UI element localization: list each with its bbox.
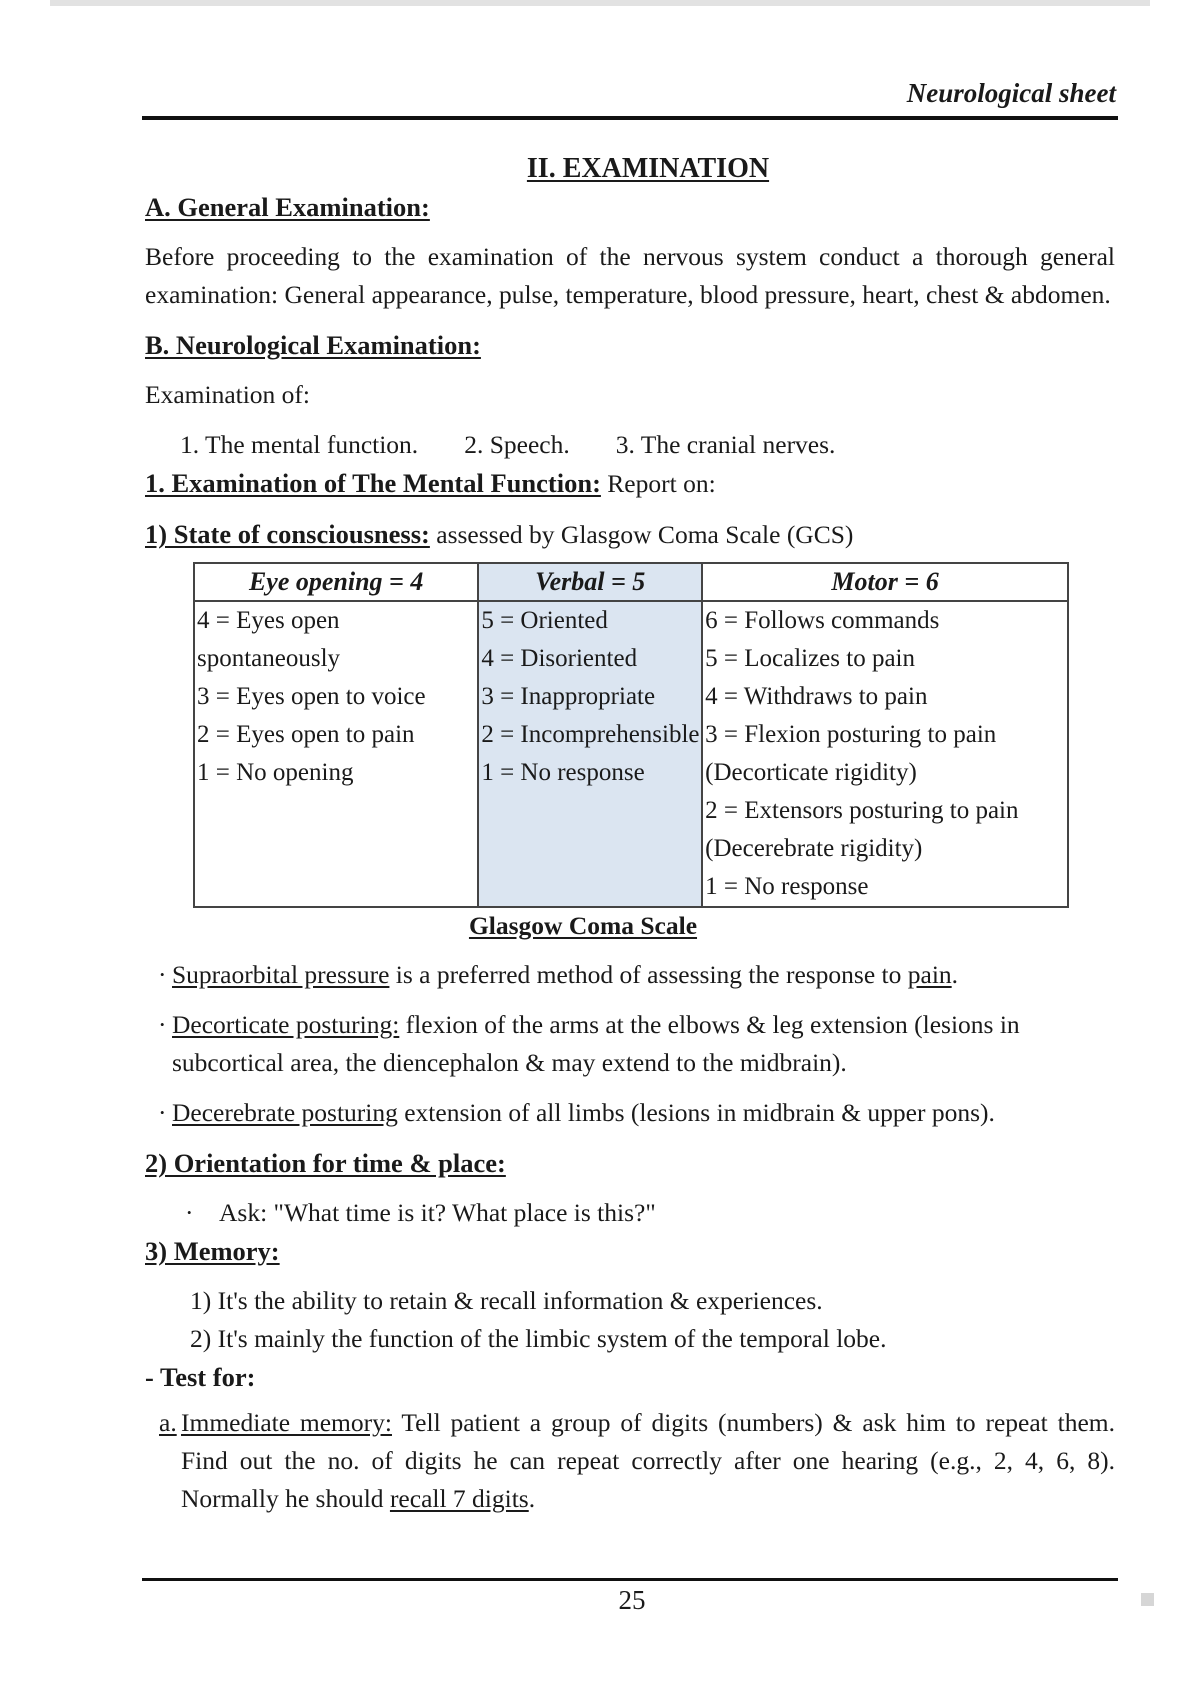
orientation-text: Ask: "What time is it? What place is this?"	[219, 1198, 656, 1227]
memory-list	[145, 1282, 1115, 1358]
note-text: extension of all limbs (lesions in midbrain & upper pons).	[397, 1098, 995, 1127]
verbal-cell	[478, 601, 702, 907]
note-term: Decorticate posturing:	[172, 1010, 400, 1039]
footer-rule	[142, 1578, 1118, 1581]
bullet-icon: ·	[185, 1198, 194, 1227]
table-cell-line: 4 = Disoriented	[481, 645, 638, 672]
bullet-icon: ·	[158, 1010, 167, 1039]
note-supraorbital	[145, 956, 1115, 994]
section-title: II. EXAMINATION	[526, 153, 770, 184]
list-item: 2. Speech.	[464, 430, 570, 459]
neuro-exam-heading: B. Neurological Examination:	[145, 330, 481, 360]
immediate-memory-tail: .	[528, 1484, 536, 1513]
table-caption: Glasgow Coma Scale	[468, 911, 698, 940]
table-cell-line: 2 = Incomprehensible	[481, 721, 700, 748]
table-cell-line: 3 = Flexion posturing to pain (Decorticate rigidity)	[705, 721, 997, 786]
table-cell-line: 4 = Withdraws to pain	[705, 683, 928, 710]
mental-function-heading: 1. Examination of The Mental Function:	[145, 468, 601, 498]
gcs-table	[193, 562, 1069, 908]
list-item: 1. The mental function.	[180, 430, 419, 459]
memory-heading: 3) Memory:	[145, 1236, 280, 1266]
immediate-memory-term: Immediate memory:	[181, 1408, 392, 1437]
table-cell-line: 2 = Extensors posturing to pain (Decerebrate rigidity)	[705, 797, 1019, 862]
note-tail: .	[951, 960, 959, 989]
note-term: Decerebrate posturing	[172, 1098, 398, 1127]
top-border	[50, 0, 1150, 6]
header-rule	[142, 116, 1118, 120]
mental-function-suffix: Report on:	[600, 469, 716, 498]
note-decerebrate	[145, 1094, 1115, 1132]
bullet-icon: ·	[158, 1098, 167, 1127]
page-content	[145, 150, 1115, 1518]
list-item: 2) It's mainly the function of the limbic system of the temporal lobe.	[190, 1324, 887, 1353]
item-label: a.	[159, 1408, 177, 1437]
corner-mark	[1141, 1593, 1154, 1606]
immediate-memory-end: recall 7 digits	[389, 1484, 529, 1513]
note-decorticate	[145, 1006, 1115, 1082]
table-header-row	[194, 563, 1068, 601]
consciousness-line	[145, 515, 1115, 554]
immediate-memory-item	[145, 1404, 1115, 1518]
page-number: 25	[618, 1585, 646, 1615]
note-text: flexion of the arms at the elbows & leg extension (lesions in subcortical area, the diencephalon & may extend to the midbrain).	[172, 1010, 1020, 1077]
table-cell-line: 1 = No opening	[197, 759, 354, 786]
eye-cell	[194, 601, 478, 907]
note-term: Supraorbital pressure	[172, 960, 390, 989]
table-cell-line: 6 = Follows commands	[705, 607, 940, 634]
list-item: 3. The cranial nerves.	[615, 430, 836, 459]
list-item: 1) It's the ability to retain & recall information & experiences.	[190, 1286, 823, 1315]
orientation-heading: 2) Orientation for time & place:	[145, 1148, 506, 1178]
table-cell-line: 1 = No response	[481, 759, 645, 786]
orientation-item	[145, 1194, 1115, 1232]
note-end: pain	[907, 960, 952, 989]
motor-cell	[702, 601, 1068, 907]
table-cell-line: 3 = Eyes open to voice	[197, 683, 426, 710]
running-head: Neurological sheet	[906, 78, 1116, 108]
table-cell-line: 2 = Eyes open to pain	[197, 721, 415, 748]
table-cell-line: 5 = Oriented	[481, 607, 608, 634]
col-header-verbal: Verbal = 5	[478, 563, 702, 601]
general-exam-heading: A. General Examination:	[145, 192, 430, 222]
table-cell-line: 1 = No response	[705, 873, 869, 900]
neuro-exam-intro: Examination of:	[145, 380, 311, 409]
test-for-heading: - Test for:	[145, 1362, 256, 1392]
col-header-eye: Eye opening = 4	[194, 563, 478, 601]
general-exam-text: Before proceeding to the examination of the nervous system conduct a thorough general examination: General appearance, pulse, temperature, blood pressure, heart, chest & abdomen.	[145, 242, 1115, 309]
table-cell-line: 5 = Localizes to pain	[705, 645, 915, 672]
neuro-exam-list	[145, 426, 1115, 464]
table-cell-line: 3 = Inappropriate	[481, 683, 656, 710]
table-row	[194, 601, 1068, 907]
immediate-memory-text: Tell patient a group of digits (numbers) & ask him to repeat them. Find out the no. of digits he can repeat correctly after one hearing (e.g., 2, 4, 6, 8). Normally he should	[181, 1408, 1115, 1513]
note-text: is a preferred method of assessing the response to	[389, 960, 908, 989]
consciousness-text: assessed by Glasgow Coma Scale (GCS)	[429, 520, 854, 549]
bullet-icon: ·	[158, 960, 167, 989]
col-header-motor: Motor = 6	[702, 563, 1068, 601]
consciousness-heading: 1) State of consciousness:	[145, 519, 430, 549]
table-cell-line: 4 = Eyes open spontaneously	[197, 607, 341, 672]
mental-function-line	[145, 464, 1115, 503]
